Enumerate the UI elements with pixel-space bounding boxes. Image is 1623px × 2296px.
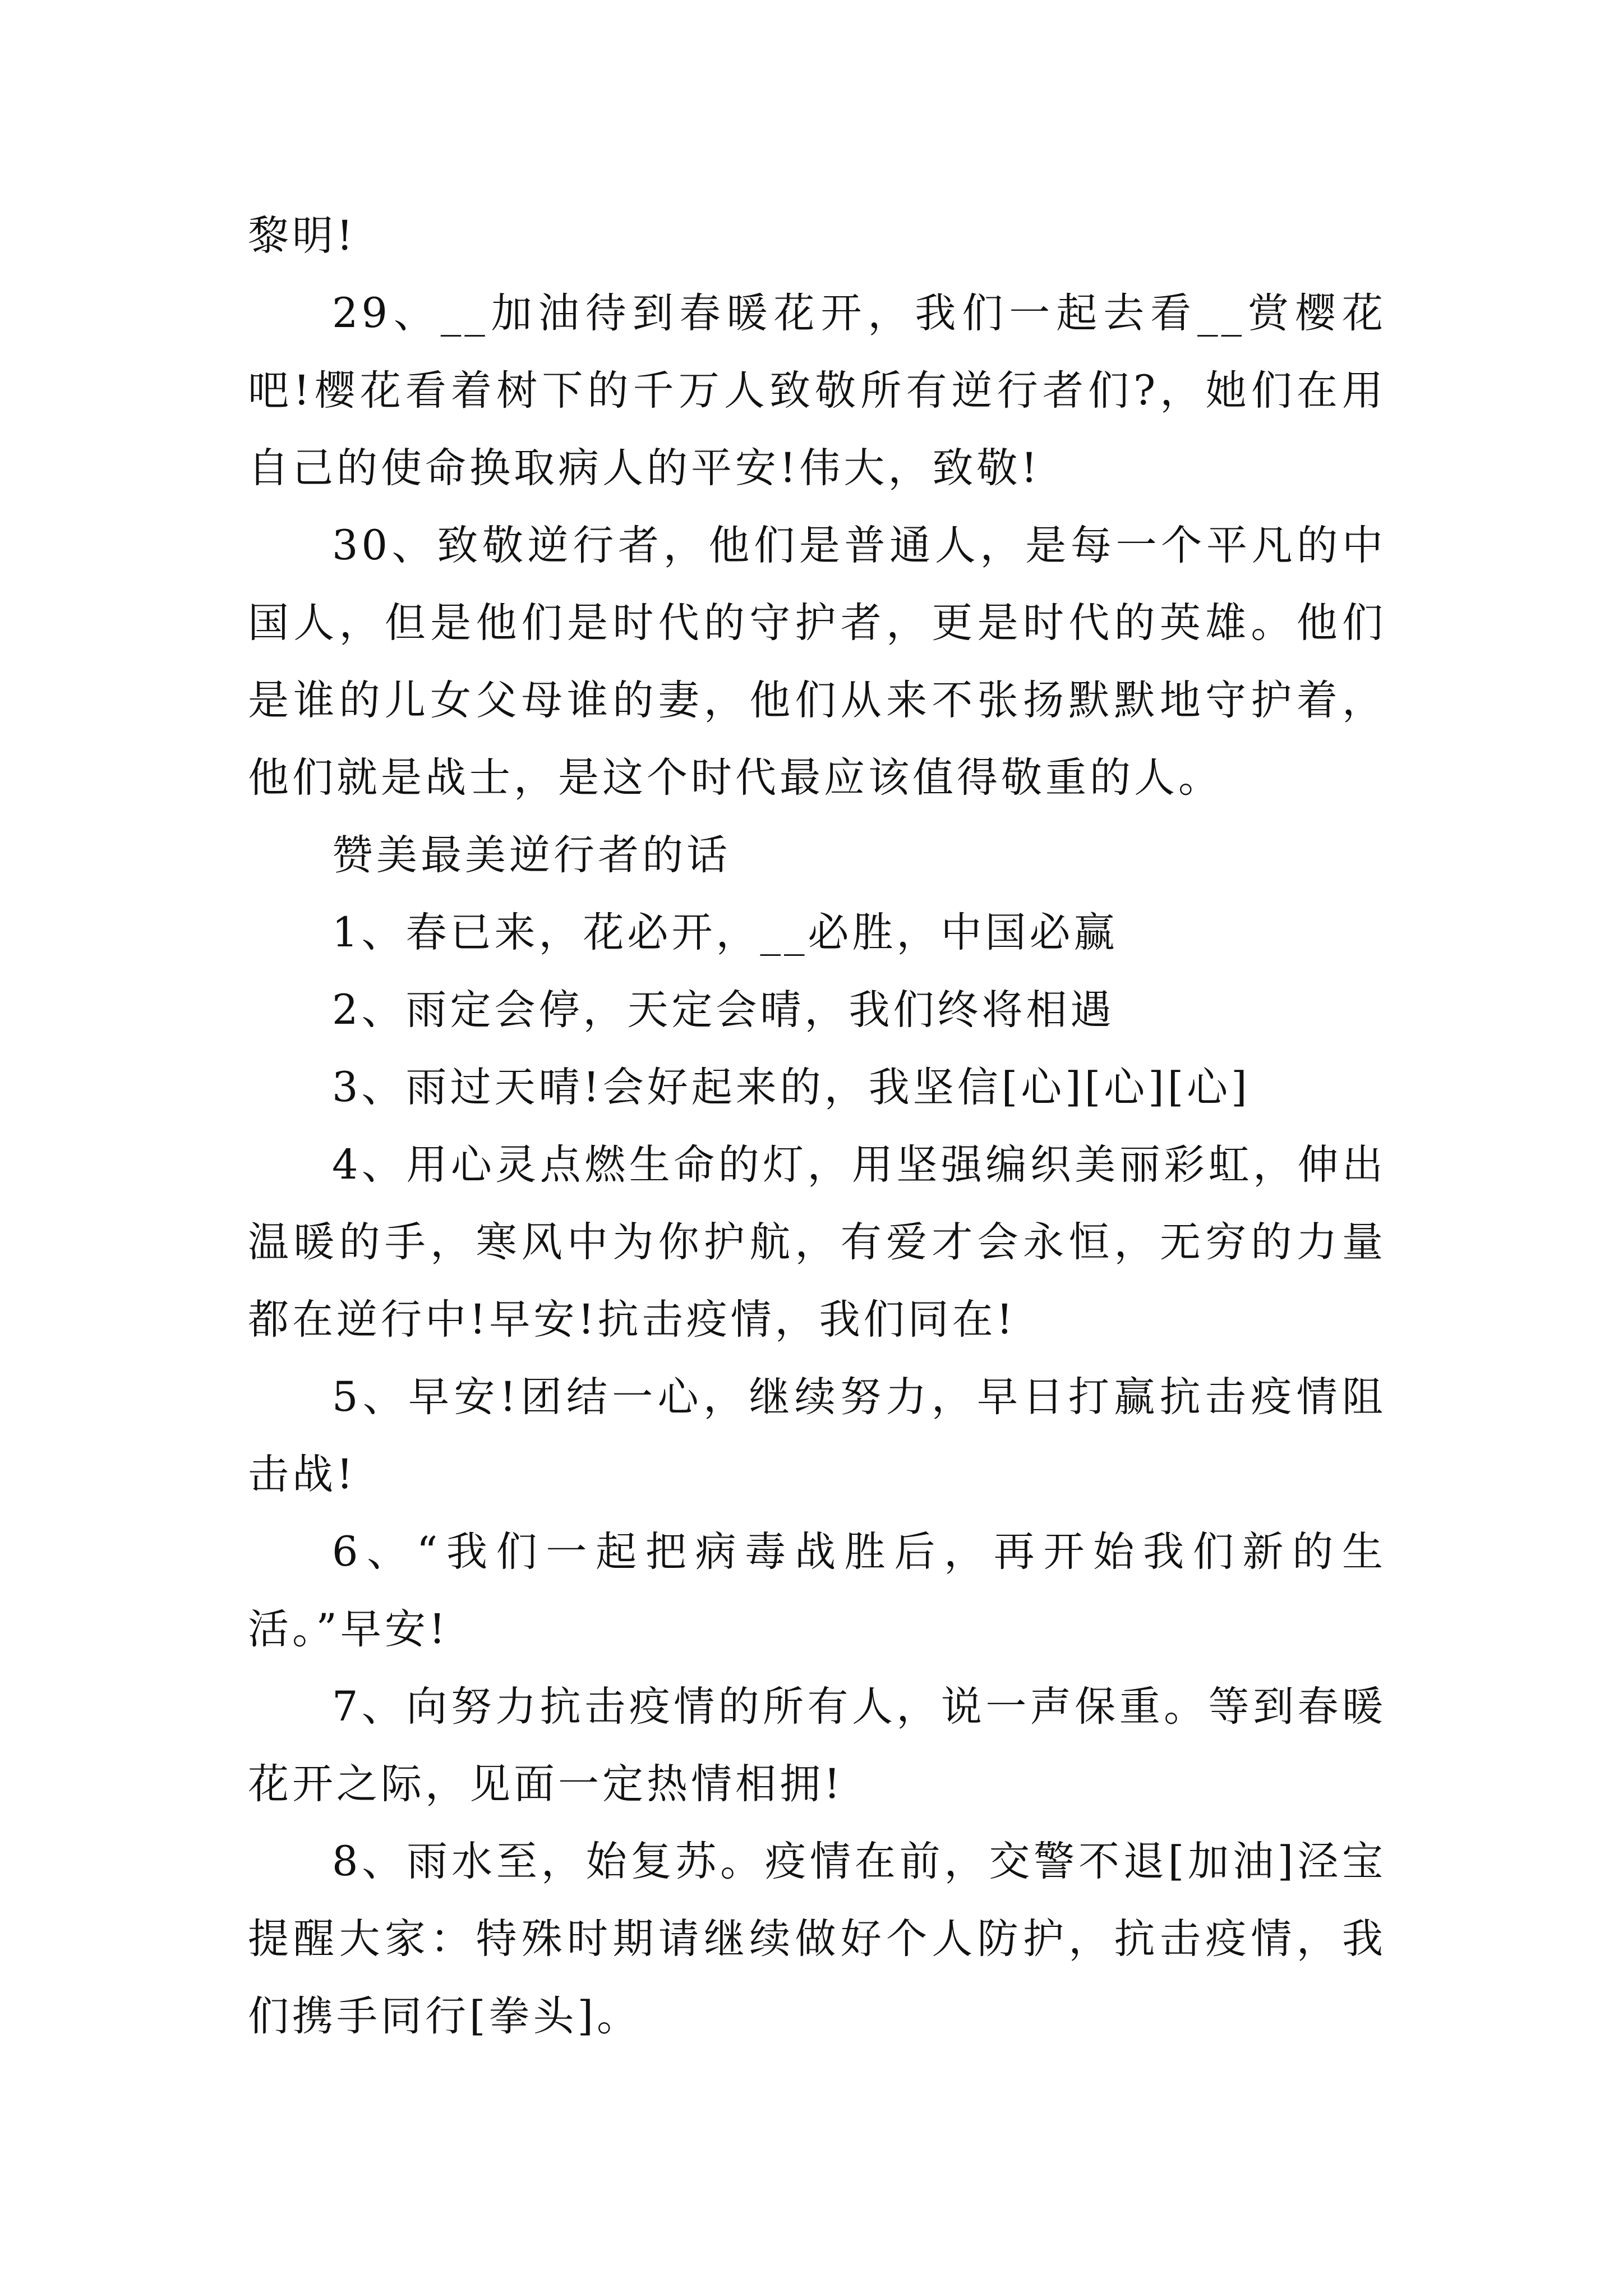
list-item-8: 8、雨水至，始复苏。疫情在前，交警不退[加油]泾宝提醒大家：特殊时期请继续做好个人防护，抗击疫情，我们携手同行[拳头]。 — [248, 1838, 1386, 2040]
document-body — [248, 197, 1386, 2055]
paragraph-30: 30、致敬逆行者，他们是普通人，是每一个平凡的中国人，但是他们是时代的守护者，更是时代的英雄。他们是谁的儿女父母谁的妻，他们从来不张扬默默地守护着，他们就是战士，是这个时代最应该值得敬重的人。 — [248, 522, 1386, 802]
paragraph-continuation: 黎明! — [248, 212, 357, 260]
list-item-1: 1、春已来，花必开，__必胜，中国必赢 — [332, 909, 1118, 956]
paragraph-29: 29、__加油待到春暖花开，我们一起去看__赏樱花吧!樱花看着树下的千万人致敬所有逆行者们?，她们在用自己的使命换取病人的平安!伟大，致敬! — [248, 289, 1386, 492]
list-item-3: 3、雨过天晴!会好起来的，我坚信[心][心][心] — [332, 1064, 1251, 1111]
list-item-4: 4、用心灵点燃生命的灯，用坚强编织美丽彩虹，伸出温暖的手，寒风中为你护航，有爱才会永恒，无穷的力量都在逆行中!早安!抗击疫情，我们同在! — [248, 1141, 1386, 1343]
list-item-6: 6、“我们一起把病毒战胜后，再开始我们新的生活。”早安! — [248, 1528, 1386, 1653]
list-item-7: 7、向努力抗击疫情的所有人，说一声保重。等到春暖花开之际，见面一定热情相拥! — [248, 1683, 1386, 1808]
list-item-2: 2、雨定会停，天定会晴，我们终将相遇 — [332, 986, 1115, 1034]
list-item-5: 5、早安!团结一心，继续努力，早日打赢抗击疫情阻击战! — [248, 1373, 1386, 1498]
section-heading: 赞美最美逆行者的话 — [332, 831, 731, 879]
